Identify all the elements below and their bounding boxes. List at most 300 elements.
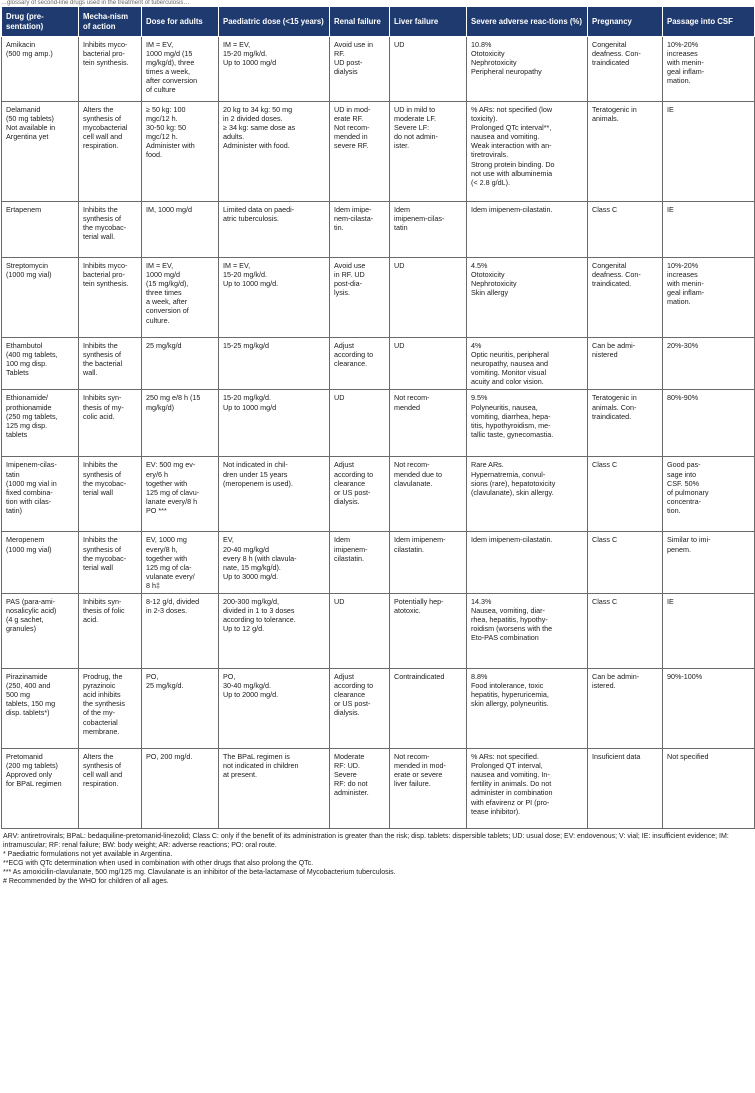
cell-text: Inhibits syn- (83, 597, 122, 607)
cell-text: according to (334, 469, 374, 479)
cell-mechanism (79, 390, 142, 457)
cell-text: (400 mg tablets, (6, 350, 58, 360)
cell-text: do not admin- (394, 132, 438, 142)
cell-adult-dose (142, 457, 219, 532)
cell-text: Ertapenem (6, 205, 42, 214)
cell-text: UD (394, 341, 405, 350)
cell-pregnancy (588, 202, 663, 258)
table-row (2, 202, 755, 258)
cell-text: Optic neuritis, peripheral (471, 350, 549, 360)
column-header-pregnancy: Pregnancy (588, 7, 663, 37)
cell-text: traindicated. (592, 411, 632, 421)
cell-csf-passage (663, 37, 755, 102)
cell-text: mg/kg/d) (146, 402, 174, 412)
cell-text: fertility in animals. Do not (471, 779, 552, 789)
cell-text: IE (667, 105, 674, 114)
cell-text: moderate LF. (394, 114, 436, 124)
cell-text: PAS (para-ami- (6, 597, 55, 607)
cell-renal-failure (330, 258, 390, 338)
cell-csf-passage (663, 532, 755, 594)
cell-text: 8 h‡ (146, 580, 160, 590)
cell-text: after conversion (146, 76, 198, 86)
cell-csf-passage (663, 102, 755, 202)
cell-text: nausea and vomiting. In- (471, 770, 550, 780)
cell-text: Polyneuritis, nausea, (471, 402, 538, 412)
cell-text: 15-20 mg/k/d. (223, 270, 267, 280)
cell-text: Idem imipenem-cilastatin. (471, 205, 553, 214)
cell-text: deafness. Con- (592, 49, 641, 59)
cell-text: 500 mg (6, 690, 30, 700)
cell-text: Rare ARs. (471, 460, 504, 470)
cell-text: Avoid use (334, 261, 366, 270)
cell-text: the mycobac- (83, 478, 127, 488)
cell-text: (1000 mg vial in (6, 478, 57, 488)
cell-csf-passage (663, 594, 755, 669)
cell-text: acid. (83, 615, 99, 625)
cell-text: vomiting. Monitor visual (471, 368, 547, 378)
cell-liver-failure (390, 338, 467, 390)
cell-text: mg/kg/d), three (146, 58, 195, 68)
cell-adverse-reactions (467, 594, 588, 669)
cell-text: 14.3% (471, 597, 492, 607)
cell-text: Up to 12 g/d. (223, 624, 265, 634)
cell-text: (500 mg amp.) (6, 49, 53, 59)
cell-text: of culture (146, 85, 176, 95)
cell-text: Streptomycin (6, 261, 48, 270)
cell-csf-passage (663, 669, 755, 749)
cell-drug (2, 202, 79, 258)
cell-paediatric-dose (219, 594, 330, 669)
cell-text: mation. (667, 297, 691, 307)
column-header-csf-passage: Passage into CSF (663, 7, 755, 37)
cell-text: (1000 mg vial) (6, 270, 52, 280)
cell-text: Strong protein binding. Do (471, 159, 555, 169)
cell-text: administer in combination (471, 788, 553, 798)
cell-text: Inhibits the (83, 341, 118, 350)
cell-text: vomiting, diarrhea, hepa- (471, 411, 551, 421)
cell-text: Not recom- (394, 393, 430, 403)
cell-text: not use with albuminemia (471, 168, 553, 178)
cell-text: Congenital (592, 40, 627, 49)
cell-text: Up to 2000 mg/d. (223, 690, 279, 700)
cell-text: (clavulanate), skin allergy. (471, 487, 554, 497)
cell-text: Up to 1000 mg/d. (223, 279, 279, 289)
cell-adverse-reactions (467, 457, 588, 532)
cell-text: bacterial pro- (83, 49, 125, 59)
cell-text: (15 mg/kg/d), (146, 279, 189, 289)
cell-text: synthesis of (83, 469, 121, 479)
cell-liver-failure (390, 37, 467, 102)
cell-adult-dose (142, 37, 219, 102)
cell-renal-failure (330, 594, 390, 669)
cell-text: toxicity). (471, 114, 498, 124)
cell-text: % ARs: not specified (low (471, 105, 553, 114)
cell-adult-dose (142, 202, 219, 258)
cell-text: Meropenem (6, 535, 45, 545)
cell-renal-failure (330, 102, 390, 202)
cell-text: tein synthesis. (83, 279, 129, 289)
cell-text: clearance (334, 690, 366, 700)
cell-text: sage into (667, 469, 697, 479)
cell-text: the mycobac- (83, 223, 127, 233)
cell-text: Moderate (334, 752, 365, 762)
cell-drug (2, 749, 79, 829)
cell-paediatric-dose (219, 37, 330, 102)
cell-csf-passage (663, 338, 755, 390)
cell-mechanism (79, 457, 142, 532)
cell-text: Not indicated in chil- (223, 460, 288, 470)
cell-pregnancy (588, 102, 663, 202)
cell-adverse-reactions (467, 669, 588, 749)
footnote: **ECG with QTc determination when used in combination with other drugs that also prolong the QTc. (3, 859, 314, 867)
cell-text: imipenem- (334, 544, 368, 554)
cell-text: tease inhibitor). (471, 806, 521, 816)
table-row (2, 37, 755, 102)
cell-text: Inhibits myco- (83, 261, 128, 270)
cell-text: Severe (334, 770, 357, 780)
cell-liver-failure (390, 669, 467, 749)
cell-text: severe RF. (334, 141, 369, 151)
cell-text: the synthesis (83, 699, 125, 709)
cell-text: Administer with (146, 141, 195, 151)
cell-text: Ototoxicity (471, 49, 505, 59)
cell-text: Avoid use in (334, 40, 374, 49)
cell-text: (250, 400 and (6, 681, 51, 691)
cell-text: Not recom- (394, 460, 430, 470)
cell-csf-passage (663, 258, 755, 338)
cell-text: Potentially hep- (394, 597, 444, 607)
cell-renal-failure (330, 457, 390, 532)
cell-text: Pretomanid (6, 752, 43, 762)
cell-text: 100 mg disp. (6, 359, 48, 369)
cell-text: Inhibits the (83, 535, 118, 545)
cell-text: in 2 divided doses. (223, 114, 283, 124)
cell-text: tallic taste, gynecomastia. (471, 429, 554, 439)
cell-text: EV, (223, 535, 234, 545)
cell-paediatric-dose (219, 258, 330, 338)
cell-text: (50 mg tablets) (6, 114, 54, 124)
cell-text: vulanate every/ (146, 571, 195, 581)
cell-text: three times (146, 288, 182, 298)
cell-text: Hypernatremia, convul- (471, 469, 546, 479)
cell-text: dialysis. (334, 708, 360, 718)
cell-adverse-reactions (467, 532, 588, 594)
cell-text: 1000 mg/d (146, 270, 180, 280)
cell-adverse-reactions (467, 749, 588, 829)
cell-text: every/8 h, (146, 544, 178, 554)
cell-mechanism (79, 102, 142, 202)
cell-text: culture. (146, 315, 170, 325)
cell-text: Eto-PAS combination (471, 633, 539, 643)
cell-text: Class C (592, 597, 618, 607)
cell-renal-failure (330, 338, 390, 390)
drug-table (1, 6, 755, 829)
cell-text: nosalicylic acid) (6, 606, 57, 616)
table-body (2, 37, 755, 829)
cell-text: Approved only (6, 770, 52, 780)
cell-text: Not available in (6, 123, 56, 133)
cell-text: liver failure. (394, 779, 431, 789)
cell-liver-failure (390, 749, 467, 829)
cell-text: PO, 200 mg/d. (146, 752, 193, 762)
cell-text: 200-300 mg/kg/d, (223, 597, 279, 607)
cell-text: prothionamide (6, 402, 52, 412)
cell-adult-dose (142, 594, 219, 669)
cell-text: Congenital (592, 261, 627, 270)
footnotes (1, 833, 754, 886)
cell-text: post-dia- (334, 279, 362, 289)
cell-text: the bacterial (83, 359, 123, 369)
cell-adverse-reactions (467, 390, 588, 457)
cell-text: according to (334, 350, 374, 360)
column-header-adult-dose: Dose for adults (142, 7, 219, 37)
table-row (2, 258, 755, 338)
cell-text: terial wall (83, 562, 113, 572)
cell-text: in 2-3 doses. (146, 606, 188, 616)
cell-text: dren under 15 years (223, 469, 288, 479)
cell-drug (2, 338, 79, 390)
cell-text: Idem imipe- (334, 205, 372, 214)
footnote: # Recommended by the WHO for children of all ages. (3, 877, 169, 885)
cell-text: thesis of my- (83, 402, 124, 412)
cell-text: nem-cilasta- (334, 214, 374, 224)
table-row (2, 457, 755, 532)
cell-text: colic acid. (83, 411, 115, 421)
cell-text: Teratogenic in (592, 393, 637, 403)
cell-text: mended in (334, 132, 368, 142)
cell-paediatric-dose (219, 102, 330, 202)
cell-text: UD (334, 393, 345, 403)
cell-adult-dose (142, 749, 219, 829)
cell-text: Amikacin (6, 40, 36, 49)
cell-adverse-reactions (467, 102, 588, 202)
cell-csf-passage (663, 202, 755, 258)
cell-text: UD in mod- (334, 105, 371, 114)
cell-text: granules) (6, 624, 36, 634)
cell-text: UD post- (334, 58, 363, 68)
cell-text: (meropenem is used). (223, 478, 293, 488)
cell-text: pyrazinoic (83, 681, 116, 691)
cell-text: mation. (667, 76, 691, 86)
cell-text: cilastatin. (334, 553, 364, 563)
cell-text: 9.5% (471, 393, 488, 403)
footnote: ARV: antiretrovirals; BPaL: bedaquiline-pretomanid-linezolid; Class C: only if the benefit of its administration is greater than the risk; disp. tablets: dispersible tablets; UD: usual dose; EV: endovenous; V: vial; IE: insufficient evidence; IM: intramuscular; RF: renal failure; BW: body weight; AR: adverse reactions; PO: oral route. (3, 833, 729, 849)
cell-text: times a week, (146, 67, 190, 77)
cell-renal-failure (330, 749, 390, 829)
cell-text: mgc/12 h. (146, 114, 178, 124)
cell-text: Argentina yet (6, 132, 49, 142)
cell-paediatric-dose (219, 749, 330, 829)
cell-adult-dose (142, 669, 219, 749)
cell-text: mycobacterial (83, 123, 128, 133)
cell-text: EV, 1000 mg (146, 535, 187, 545)
table-caption: …glossary of second-line drugs used in the treatment of tuberculosis… (1, 0, 190, 6)
cell-text: rhea, hepatitis, hypothy- (471, 615, 548, 625)
cell-text: Adjust (334, 341, 354, 350)
cell-text: cobacterial (83, 717, 118, 727)
cell-renal-failure (330, 390, 390, 457)
cell-text: 10%-20% (667, 40, 699, 49)
cell-adult-dose (142, 532, 219, 594)
column-header-adverse-reactions: Severe adverse reac-tions (%) (467, 7, 588, 37)
cell-text: Not recom- (394, 752, 430, 762)
cell-text: bacterial pro- (83, 270, 125, 280)
cell-text: (250 mg tablets, (6, 411, 58, 421)
table-row (2, 669, 755, 749)
column-header-mechanism: Mecha-nism of action (79, 7, 142, 37)
cell-text: IM, 1000 mg/d (146, 205, 192, 214)
cell-text: nausea and vomiting. (471, 132, 540, 142)
cell-text: administer. (334, 788, 369, 798)
cell-text: (4 g sachet, (6, 615, 44, 625)
cell-text: membrane. (83, 726, 120, 736)
cell-text: with menin- (667, 279, 704, 289)
cell-text: PO, (223, 672, 236, 682)
cell-text: Prolonged QT interval, (471, 761, 543, 771)
cell-text: Prolonged QTc interval**, (471, 123, 552, 133)
cell-text: RF. (334, 49, 345, 59)
cell-paediatric-dose (219, 457, 330, 532)
cell-text: dialysis (334, 67, 358, 77)
cell-text: 125 mg of clavu- (146, 487, 200, 497)
table-row (2, 390, 755, 457)
cell-csf-passage (663, 749, 755, 829)
cell-adult-dose (142, 102, 219, 202)
cell-text: Up to 3000 mg/d. (223, 571, 279, 581)
cell-text: Alters the (83, 752, 114, 762)
cell-text: Not specified (667, 752, 709, 762)
cell-text: thesis of folic (83, 606, 125, 616)
cell-text: neuropathy, nausea and (471, 359, 548, 369)
cell-mechanism (79, 202, 142, 258)
cell-text: Ethionamide/ (6, 393, 48, 403)
cell-text: of the my- (83, 708, 115, 718)
cell-text: Inhibits syn- (83, 393, 122, 403)
cell-text: erate or severe (394, 770, 443, 780)
cell-drug (2, 594, 79, 669)
cell-text: 20%-30% (667, 341, 699, 350)
cell-text: tatin) (6, 505, 22, 515)
cell-mechanism (79, 669, 142, 749)
cell-text: 30-40 mg/kg/d. (223, 681, 271, 691)
cell-pregnancy (588, 532, 663, 594)
cell-text: with efavirenz or PI (pro- (471, 797, 550, 807)
cell-pregnancy (588, 258, 663, 338)
cell-text: or US post- (334, 487, 371, 497)
cell-text: EV: 500 mg ev- (146, 460, 196, 470)
cell-text: Idem imipenem-cilastatin. (471, 535, 553, 545)
cell-text: Class C (592, 205, 618, 214)
cell-drug (2, 669, 79, 749)
cell-text: RF: do not (334, 779, 368, 789)
cell-text: skin allergy, polyneuritis. (471, 699, 549, 709)
cell-text: 80%-90% (667, 393, 699, 403)
cell-text: IM = EV, (223, 40, 251, 49)
cell-text: Alters the (83, 105, 114, 114)
cell-text: clavulanate. (394, 478, 433, 488)
cell-text: Delamanid (6, 105, 41, 114)
cell-text: Weak interaction with an- (471, 141, 552, 151)
cell-text: divided in 1 to 3 doses (223, 606, 295, 616)
cell-text: according to tolerance. (223, 615, 296, 625)
cell-pregnancy (588, 594, 663, 669)
cell-text: Ethambutol (6, 341, 43, 350)
cell-adverse-reactions (467, 37, 588, 102)
cell-adult-dose (142, 390, 219, 457)
cell-text: traindicated. (592, 279, 632, 289)
cell-paediatric-dose (219, 390, 330, 457)
cell-text: acuity and color vision. (471, 377, 544, 387)
cell-text: Severe LF: (394, 123, 430, 133)
cell-text: atric tuberculosis. (223, 214, 279, 224)
cell-text: with menin- (667, 58, 704, 68)
cell-text: lanate every/8 h (146, 496, 198, 506)
cell-text: PO *** (146, 505, 167, 515)
cell-text: Idem imipenem- (394, 535, 446, 545)
cell-text: sions (rare), hepatotoxicity (471, 478, 556, 488)
cell-paediatric-dose (219, 202, 330, 258)
cell-text: Up to 1000 mg/d (223, 58, 277, 68)
cell-text: respiration. (83, 141, 119, 151)
cell-text: mgc/12 h. (146, 132, 178, 142)
cell-text: 25 mg/kg/d. (146, 681, 184, 691)
cell-text: 4% (471, 341, 482, 350)
cell-text: according to (334, 681, 374, 691)
cell-renal-failure (330, 532, 390, 594)
cell-text: IE (667, 205, 674, 214)
cell-text: (< 2.8 g/dL). (471, 177, 510, 187)
cell-text: synthesis of (83, 544, 121, 554)
cell-liver-failure (390, 258, 467, 338)
cell-text: Prodrug, the (83, 672, 123, 682)
table-row (2, 102, 755, 202)
cell-pregnancy (588, 390, 663, 457)
cell-text: fixed combina- (6, 487, 53, 497)
cell-pregnancy (588, 749, 663, 829)
cell-paediatric-dose (219, 532, 330, 594)
cell-text: Idem (394, 205, 410, 214)
cell-text: tatin (394, 223, 408, 233)
cell-text: roidism (worsens with the (471, 624, 553, 634)
cell-text: ery/6 h (146, 469, 168, 479)
cell-text: Peripheral neuropathy (471, 67, 542, 77)
cell-text: tablets, 150 mg (6, 699, 56, 709)
cell-text: Skin allergy (471, 288, 509, 298)
cell-text: Class C (592, 460, 618, 470)
cell-text: 90%-100% (667, 672, 703, 682)
cell-text: IM = EV, (146, 261, 174, 270)
cell-renal-failure (330, 37, 390, 102)
cell-text: Tablets (6, 368, 29, 378)
cell-text: terial wall (83, 487, 113, 497)
cell-mechanism (79, 532, 142, 594)
cell-text: synthesis of (83, 114, 121, 124)
cell-text: concentra- (667, 496, 701, 506)
cell-text: tatin (6, 469, 20, 479)
cell-liver-failure (390, 457, 467, 532)
cell-text: Inhibits the (83, 460, 118, 470)
cell-text: increases (667, 270, 698, 280)
cell-text: Teratogenic in (592, 105, 637, 114)
column-header-renal-failure: Renal failure (330, 7, 390, 37)
cell-text: 15-20 mg/kg/d. (223, 393, 271, 403)
cell-text: 15-20 mg/k/d. (223, 49, 267, 59)
cell-text: hepatitis, hyperuricemia, (471, 690, 549, 700)
cell-text: for BPaL regimen (6, 779, 62, 789)
cell-text: Contraindicated (394, 672, 445, 682)
cell-text: istered. (592, 681, 616, 691)
cell-text: every 8 h (with clavula- (223, 553, 297, 563)
